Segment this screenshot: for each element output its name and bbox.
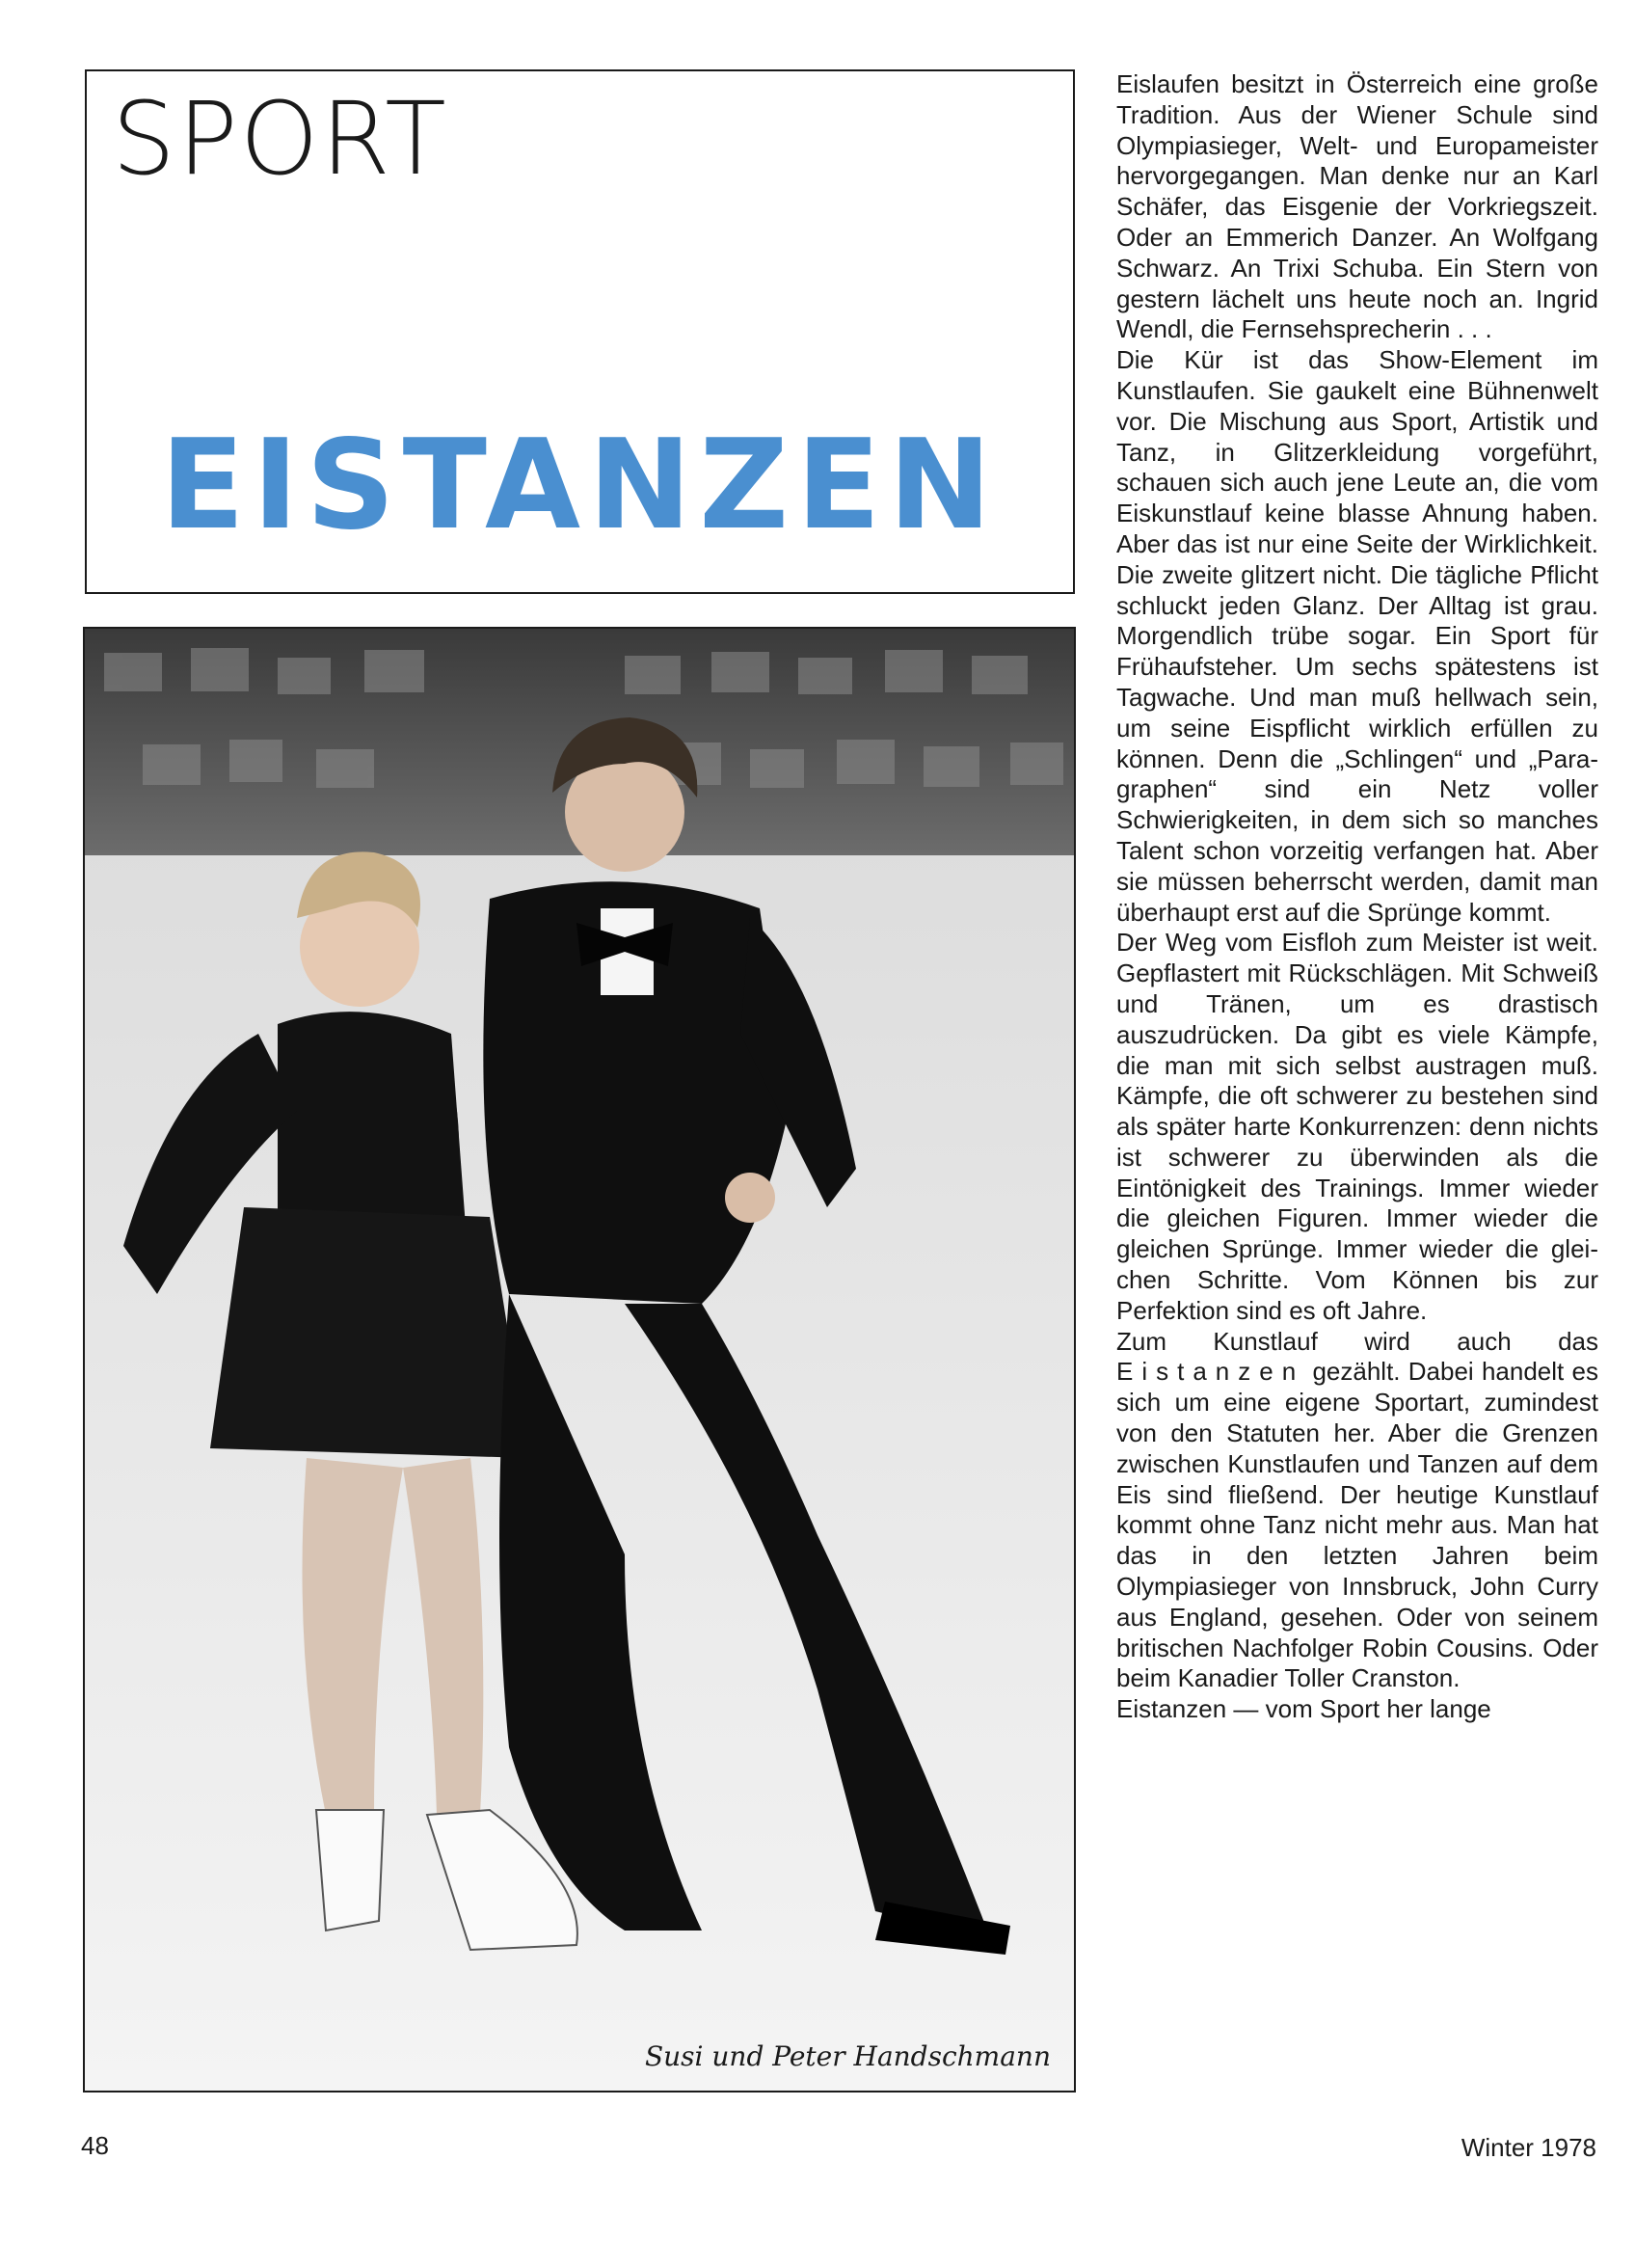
article-p4-after: gezählt. Dabei handelt es sich um eine eigene Sportart, zumindest von den Statuten her. Aber die Grenzen zwischen Kunstlaufen und Tanzen auf dem Eis sind fließend. Der heutige Kunstlauf kommt ohne Tanz nicht mehr aus. Man hat das in den letzten Jahren beim Olympiasieger von Innsbruck, John Curry aus England, gesehen. Oder von seinem britischen Nachfolger Robin Cousins. Oder beim Kanadier Toller Cranston. [1116,1357,1598,1693]
article-p4-before: Zum Kunstlauf wird auch das [1116,1326,1598,1356]
skaters-photo [85,629,1074,2091]
article-p4-emphasis: Eistanzen [1116,1357,1305,1387]
page-number: 48 [81,2131,109,2160]
article-paragraph-1: Eislaufen besitzt in Österreich eine große Tradition. Aus der Wiener Schule sind Olympiasieger, Welt- und Europameister hervorgegangen. Man denke nur an Karl Schäfer, das Eisgenie der Vorkriegszeit. Oder an Emmerich Danzer. An Wolfgang Schwarz. An Trixi Schuba. Ein Stern von gestern lächelt uns heute noch an. Ingrid Wendl, die Fernsehsprecherin . . . [1116,69,1598,344]
article-paragraph-4 [1116,1327,1598,1695]
article-body [1116,69,1598,1725]
photo [83,627,1076,2092]
photo-caption: Susi und Peter Handschmann [644,2040,1051,2072]
section-label: SPORT [112,80,448,198]
headline: EISTANZEN [160,414,1000,557]
article-paragraph-2: Die Kür ist das Show-Element im Kunstlaufen. Sie gaukelt eine Bühnenwelt vor. Die Mischung aus Sport, Artistik und Tanz, in Glitzerkleidung vorgeführt, schauen sich auch jene Leute an, die vom Eiskunstlauf keine blasse Ahnung haben. Aber das ist nur eine Seite der Wirklichkeit. Die zweite glitzert nicht. Die tägliche Pflicht schluckt jeden Glanz. Der Alltag ist grau. Morgendlich trübe sogar. Ein Sport für Frühaufsteher. Um sechs spätestens ist Tagwache. Und man muß hellwach sein, um seine Eispflicht wirklich erfüllen zu können. Denn die „Schlingen“ und „Paragraphen“ sind ein Netz voller Schwierigkeiten, in dem sich so manches Talent schon vorzeitig verfangen hat. Aber sie müssen beherrscht werden, damit man überhaupt erst auf die Sprünge kommt. [1116,345,1598,927]
title-box [85,69,1075,594]
article-paragraph-3: Der Weg vom Eisfloh zum Meister ist weit. Gepflastert mit Rückschlägen. Mit Schweiß und Tränen, um es drastisch auszudrücken. Da gibt es viele Kämpfe, die man mit sich selbst austragen muß. Kämpfe, die oft schwerer zu bestehen sind als später harte Konkurrenzen: denn nichts ist schwerer zu überwinden als die Eintönigkeit des Trainings. Immer wieder die gleichen Figuren. Immer wieder die gleichen Sprünge. Immer wieder die gleichen Schritte. Vom Können bis zur Perfektion sind es oft Jahre. [1116,928,1598,1325]
issue-label: Winter 1978 [1461,2133,1596,2162]
article-paragraph-5: Eistanzen — vom Sport her lange [1116,1694,1491,1724]
